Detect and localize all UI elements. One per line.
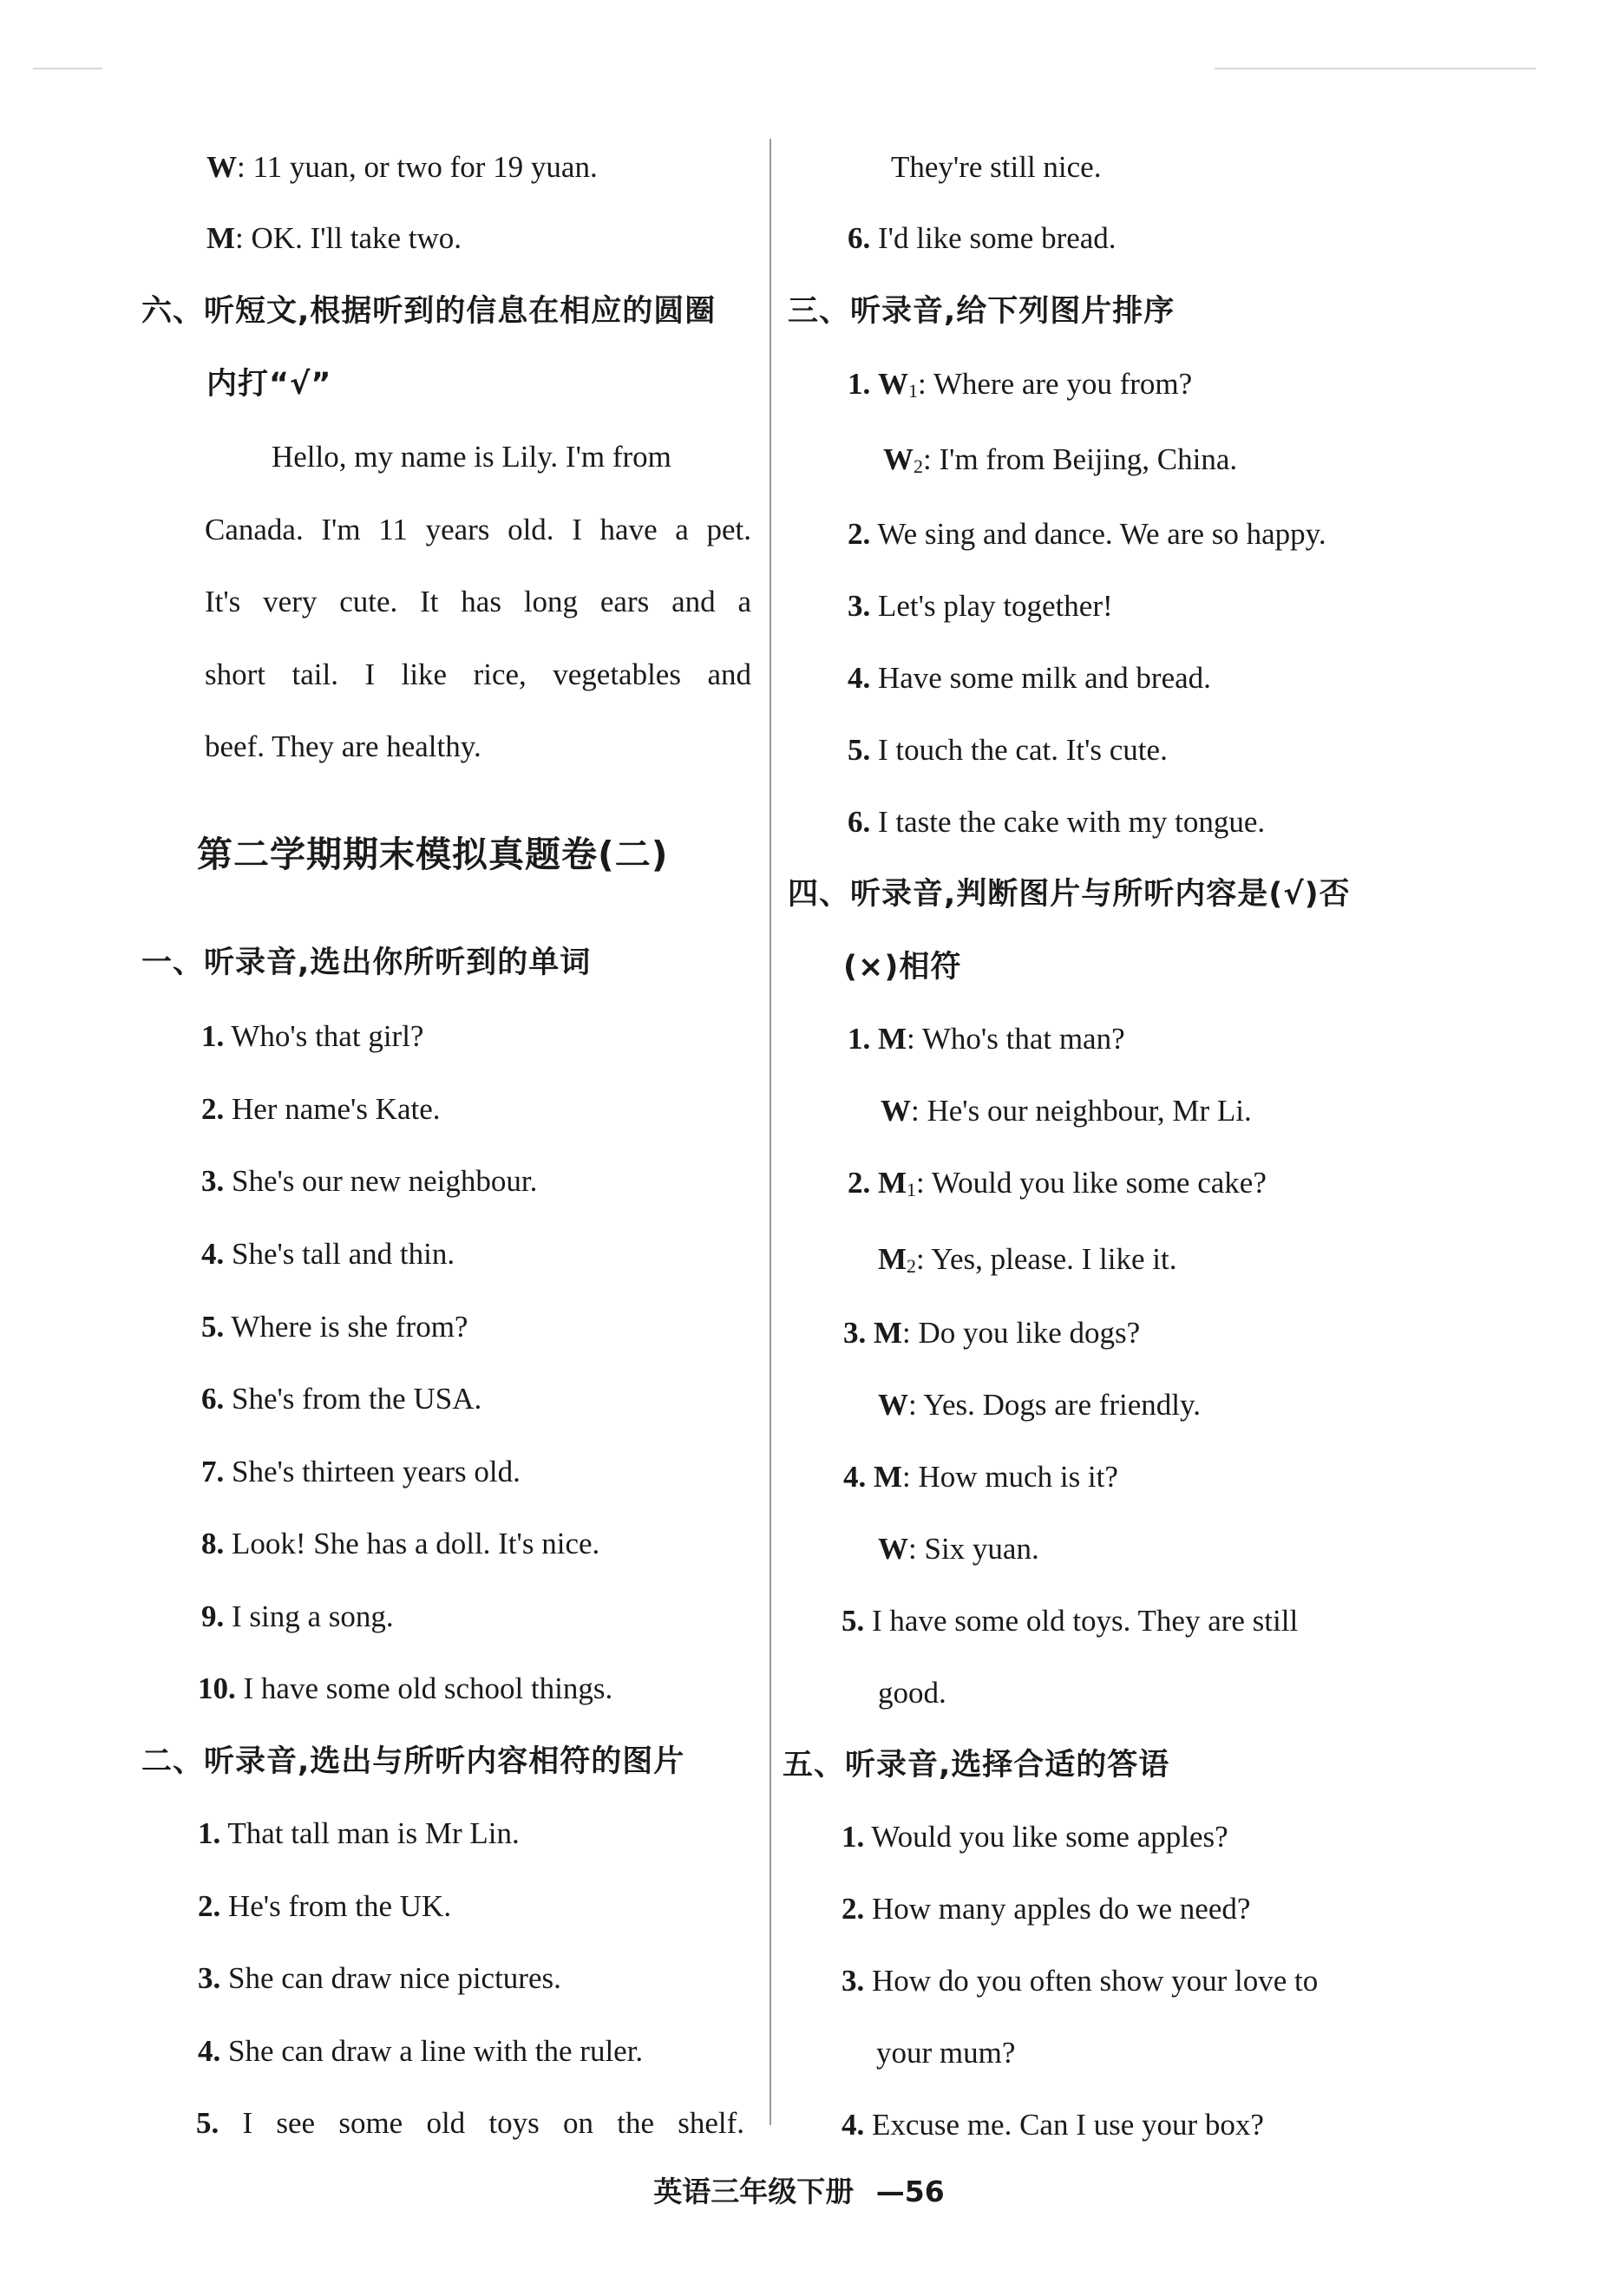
section-heading-4: 四、听录音,判断图片与所听内容是(√)否	[788, 877, 1351, 912]
list-item: 1. That tall man is Mr Lin.	[198, 1816, 520, 1850]
dialog-line: W: 11 yuan, or two for 19 yuan.	[206, 150, 598, 184]
list-item: 2. How many apples do we need?	[842, 1892, 1251, 1926]
section-heading-3: 三、听录音,给下列图片排序	[788, 294, 1176, 329]
header-rule-right	[1215, 68, 1536, 69]
section-heading-2: 二、听录音,选出与所听内容相符的图片	[141, 1744, 685, 1779]
list-item: 1. Would you like some apples?	[842, 1820, 1228, 1854]
continuation-line: good.	[878, 1676, 946, 1710]
dialog-line: $M_2$: Yes, please. I like it.	[878, 1242, 1177, 1277]
continuation-line: your mum?	[876, 2036, 1016, 2070]
page-number: —56	[875, 2175, 945, 2208]
dialog-line: 1. $W_1$: Where are you from?	[848, 367, 1193, 402]
dialog-line: 1. M: Who's that man?	[848, 1022, 1125, 1056]
paper-title: 第二学期期末模拟真题卷(二)	[197, 834, 669, 875]
column-divider	[770, 139, 771, 2125]
section-heading-1: 一、听录音,选出你所听到的单词	[141, 945, 592, 980]
list-item: 1. Who's that girl?	[201, 1019, 424, 1053]
list-item: 5. I have some old toys. They are still	[842, 1604, 1299, 1638]
page-footer	[0, 2170, 1598, 2214]
list-item: 10. I have some old school things.	[198, 1671, 613, 1705]
section-heading-4-cont: (×)相符	[843, 950, 962, 984]
list-item: 2. We sing and dance. We are so happy.	[848, 517, 1326, 551]
list-item: 4. She's tall and thin.	[201, 1237, 455, 1271]
header-rule-left	[33, 68, 102, 69]
book-title: 英语三年级下册	[653, 2175, 855, 2208]
list-item: 6. She's from the USA.	[201, 1382, 482, 1416]
list-item: 4. Have some milk and bread.	[848, 661, 1211, 695]
list-item: 4. She can draw a line with the ruler.	[198, 2034, 644, 2068]
list-item: 4. Excuse me. Can I use your box?	[842, 2108, 1264, 2142]
list-item: 6. I taste the cake with my tongue.	[848, 805, 1266, 839]
section-heading-6-cont: 内打“√”	[206, 367, 332, 402]
list-item: 5. I touch the cat. It's cute.	[848, 733, 1168, 767]
dialog-line: W: Yes. Dogs are friendly.	[878, 1388, 1202, 1422]
paragraph-line: It's very cute. It has long ears and a	[205, 585, 751, 618]
dialog-line: M: OK. I'll take two.	[206, 221, 462, 255]
list-item: 2. He's from the UK.	[198, 1889, 452, 1923]
dialog-line: 3. M: Do you like dogs?	[843, 1316, 1141, 1350]
dialog-line: W: He's our neighbour, Mr Li.	[881, 1094, 1252, 1128]
list-item: 2. Her name's Kate.	[201, 1092, 441, 1126]
list-item: 7. She's thirteen years old.	[201, 1455, 521, 1488]
dialog-line: 2. $M_1$: Would you like some cake?	[848, 1166, 1267, 1200]
dialog-line: W: Six yuan.	[878, 1532, 1039, 1566]
dialog-line: $W_2$: I'm from Beijing, China.	[883, 442, 1238, 477]
section-heading-5: 五、听录音,选择合适的答语	[783, 1748, 1170, 1783]
continuation-line: They're still nice.	[891, 150, 1102, 184]
paragraph-line: Hello, my name is Lily. I'm from	[272, 440, 671, 474]
list-item: 9. I sing a song.	[201, 1599, 394, 1633]
dialog-line: 4. M: How much is it?	[843, 1460, 1118, 1494]
section-heading-6: 六、听短文,根据听到的信息在相应的圆圈	[141, 294, 717, 329]
list-item: 3. She can draw nice pictures.	[198, 1961, 561, 1995]
paragraph-line: short tail. I like rice, vegetables and	[205, 657, 751, 691]
list-item: 8. Look! She has a doll. It's nice.	[201, 1527, 600, 1560]
list-item: 5. Where is she from?	[201, 1310, 468, 1344]
paragraph-line: beef. They are healthy.	[205, 729, 481, 763]
list-item: 3. Let's play together!	[848, 589, 1113, 623]
paragraph-line: Canada. I'm 11 years old. I have a pet.	[205, 513, 751, 546]
list-item: 3. She's our new neighbour.	[201, 1164, 538, 1198]
list-item: 3. How do you often show your love to	[842, 1964, 1319, 1998]
list-item: 5. I see some old toys on the shelf.	[196, 2106, 745, 2140]
list-item: 6. I'd like some bread.	[848, 221, 1117, 255]
